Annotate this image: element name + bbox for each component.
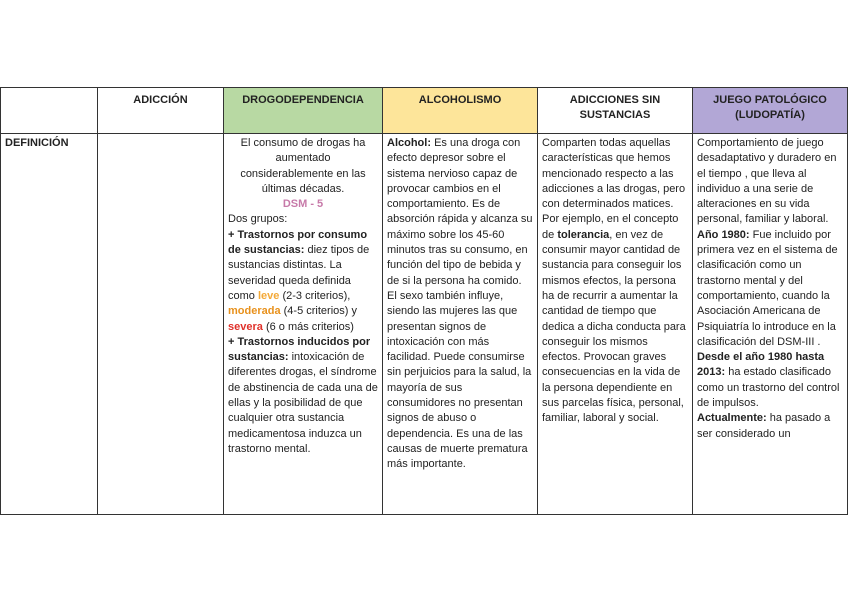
juego-text-1: Comportamiento de juego desadaptativo y duradero en el tiempo , que lleva al individuo a una serie de alteraciones en su vida personal, familiar y laboral.: [697, 137, 837, 226]
definicion-row: [1, 134, 848, 515]
tr-consumo-text: diez tipos de sustancias distintas. La severidad queda definida como: [228, 244, 370, 302]
alcohol-text: Es una droga con efecto depresor sobre el sistema nervioso capaz de provocar cambios en el comportamiento. Es de absorción rápida y alcanza su máximo sobre los 45-60 minutos tras su consumo, en función del tipo de bebida y de si la persona ha comido. El sexo también influye, siendo las mujeres las que presentan signos de intoxicación con más facilidad. Puede consumirse sin perjuicios para la salud, la mayoría de sus consumidores no presentan signos de abuso o dependencia. Es una de las causas de muerte prematura más importante.: [387, 137, 533, 471]
cell-alcoholismo: [383, 134, 538, 515]
header-drogodependencia: DROGODEPENDENCIA: [224, 88, 383, 134]
comparison-table: [0, 87, 848, 515]
dsm-label: DSM - 5: [282, 198, 324, 211]
leve-label: leve: [257, 289, 280, 302]
sin-sustancias-text-1: Comparten todas aquellas características que hemos mencionado respecto a las adicciones a las drogas, pero con determinados matices. Por ejemplo, en el concepto de: [542, 137, 686, 241]
moderada-criterios: (4-5 criterios) y: [283, 305, 357, 318]
actualmente-text: ha pasado a ser considerado un: [697, 412, 831, 440]
desde-1980-text: ha estado clasificado como un trastorno del control de impulsos.: [697, 366, 840, 410]
alcohol-label: Alcohol:: [387, 137, 431, 149]
header-adicciones-sin-sustancias: ADICCIONES SIN SUSTANCIAS: [538, 88, 693, 134]
moderada-label: moderada: [228, 305, 281, 318]
header-row: [1, 88, 848, 134]
header-corner: [1, 88, 98, 134]
cell-adicciones-sin-sustancias: [538, 134, 693, 515]
cell-juego-patologico: [693, 134, 848, 515]
severa-label: severa: [228, 320, 263, 333]
cell-adiccion: [98, 134, 224, 515]
desde-1980-label: Desde el año 1980 hasta 2013:: [697, 351, 825, 379]
anio-1980-text: Fue incluido por primera vez en el sistema de clasificación como un trastorno mental y del comportamiento, cuando la Asociación Americana de Psiquiatría lo introduce en la clasificación del DSM-III .: [697, 228, 838, 348]
cell-drogodependencia: [224, 134, 383, 515]
drogo-intro: El consumo de drogas ha aumentado considerablemente en las últimas décadas.: [240, 137, 366, 195]
severa-criterios: (6 o más criterios): [265, 320, 354, 333]
actualmente-label: Actualmente:: [697, 412, 767, 425]
row-label-definicion: DEFINICIÓN: [1, 134, 98, 515]
tr-inducidos-text: intoxicación de diferentes drogas, el síndrome de abstinencia de cada una de ellas y la posibilidad de que cualquier otra sustancia medicamentosa induzca un trastorno mental.: [228, 351, 378, 455]
tolerancia-label: tolerancia: [557, 228, 610, 241]
leve-criterios: (2-3 criterios),: [282, 289, 351, 302]
tr-consumo-title: + Trastornos por consumo de sustancias:: [228, 228, 368, 257]
header-adiccion: ADICCIÓN: [98, 88, 224, 134]
dos-grupos: Dos grupos:: [228, 213, 288, 226]
header-juego-patologico: JUEGO PATOLÓGICO (LUDOPATÍA): [693, 88, 848, 134]
sin-sustancias-text-2: , en vez de consumir mayor cantidad de sustancia para conseguir los mismos efectos, la persona ha de recurrir a aumentar la cantidad de tiempo que dedica a dicha conducta para conseguir los mismos efectos. Provocan graves consecuencias en la vida de la persona dependiente en sus parcelas física, personal, familiar, laboral y social.: [542, 228, 686, 425]
anio-1980-label: Año 1980:: [697, 228, 750, 241]
tr-inducidos-title: + Trastornos inducidos por sustancias:: [228, 335, 371, 364]
header-alcoholismo: ALCOHOLISMO: [383, 88, 538, 134]
